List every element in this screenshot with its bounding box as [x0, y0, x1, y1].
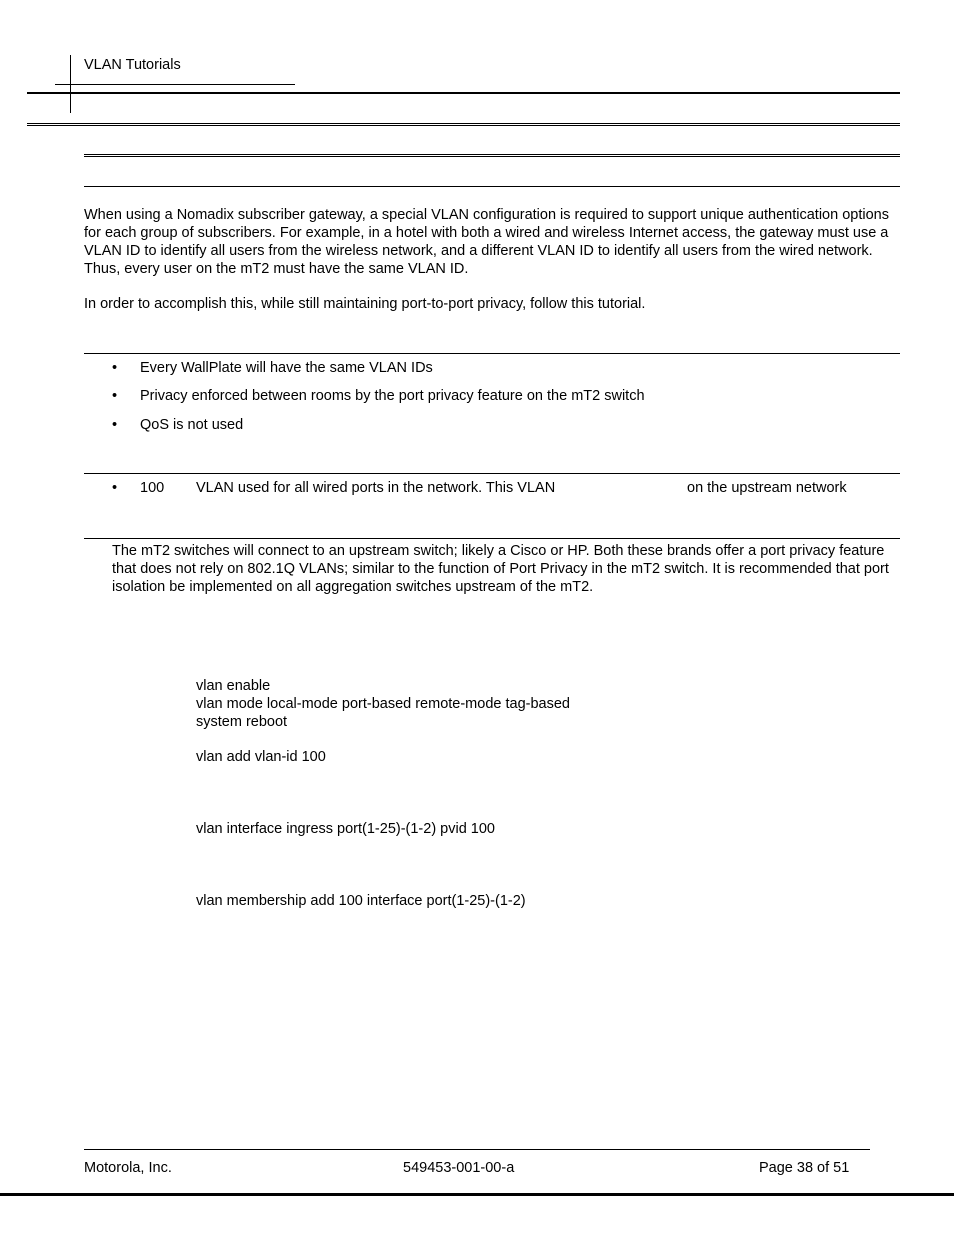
- header-rule: [27, 92, 900, 94]
- vlan-table-rule: [84, 473, 900, 474]
- intro-paragraph: When using a Nomadix subscriber gateway, a special VLAN configuration is required to support unique authentication options for each group of subscribers. For example, in a hotel with both a wired and wireless Internet access, the gateway must use a VLAN ID to identify all users from the wireless network, and a different VLAN ID to identify all users from the wired network. Thus, every user on the mT2 must have the same VLAN ID.: [84, 207, 889, 277]
- bullet-icon: •: [112, 417, 118, 433]
- vlan-description: VLAN used for all wired ports in the network. This VLAN: [196, 480, 556, 496]
- footer-doc-number: 549453-001-00-a: [403, 1160, 515, 1176]
- section-rule-a: [84, 154, 900, 155]
- command-line: vlan enable: [196, 678, 271, 694]
- upstream-rule: [84, 538, 900, 539]
- list-item-text: Privacy enforced between rooms by the port privacy feature on the mT2 switch: [140, 388, 645, 404]
- title-rule-top-thick: [27, 125, 900, 126]
- assumptions-rule: [84, 353, 900, 354]
- header-title: VLAN Tutorials: [84, 57, 181, 73]
- footer-rule: [84, 1149, 870, 1150]
- bullet-icon: •: [112, 360, 118, 376]
- section-rule-b: [84, 156, 900, 157]
- footer-bottom-rule: [0, 1193, 954, 1196]
- footer-page-number: Page 38 of 51: [759, 1160, 850, 1176]
- vlan-id: 100: [140, 480, 165, 496]
- bullet-icon: •: [112, 388, 118, 404]
- vlan-note: on the upstream network: [687, 480, 847, 496]
- intro-paragraph-2: In order to accomplish this, while still maintaining port-to-port privacy, follow this tutorial.: [84, 296, 646, 312]
- command-line: vlan add vlan-id 100: [196, 749, 326, 765]
- command-line: vlan membership add 100 interface port(1-25)-(1-2): [196, 893, 526, 909]
- section-rule-c: [84, 186, 900, 187]
- title-rule-top-thin: [27, 123, 900, 124]
- list-item-text: Every WallPlate will have the same VLAN IDs: [140, 360, 433, 376]
- header-short-rule: [55, 84, 295, 85]
- list-item-text: QoS is not used: [140, 417, 244, 433]
- command-line: vlan mode local-mode port-based remote-mode tag-based: [196, 696, 570, 712]
- upstream-paragraph: The mT2 switches will connect to an upstream switch; likely a Cisco or HP. Both these brands offer a port privacy feature that does not rely on 802.1Q VLANs; similar to the function of Port Privacy in the mT2 switch. It is recommended that port isolation be implemented on all aggregation switches upstream of the mT2.: [112, 543, 889, 595]
- bullet-icon: •: [112, 480, 118, 496]
- footer-company: Motorola, Inc.: [84, 1160, 172, 1176]
- command-line: system reboot: [196, 714, 288, 730]
- command-line: vlan interface ingress port(1-25)-(1-2) pvid 100: [196, 821, 495, 837]
